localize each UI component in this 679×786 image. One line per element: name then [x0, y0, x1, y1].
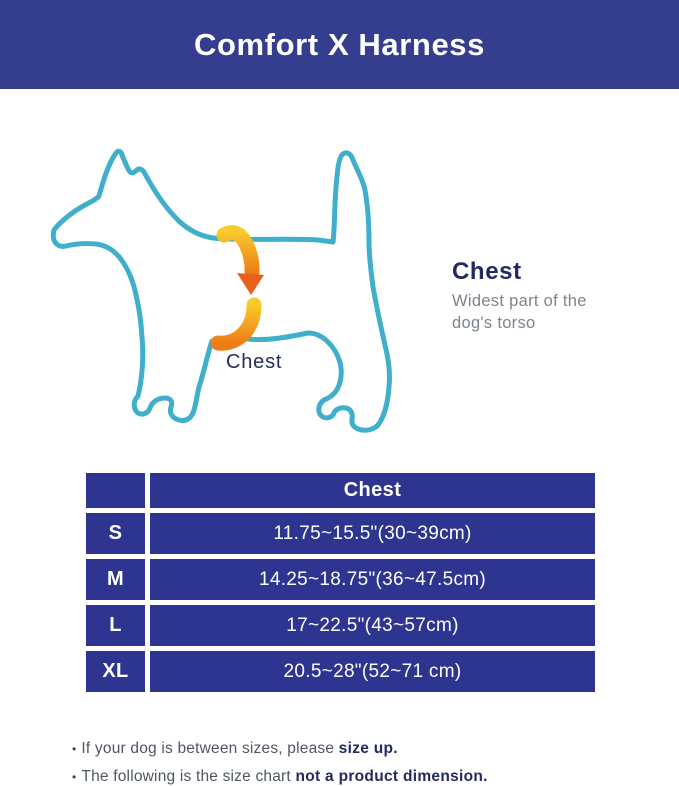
table-chest-value-s: 11.75~15.5"(30~39cm): [150, 513, 595, 554]
dog-outline: [53, 151, 389, 430]
page-title: Comfort X Harness: [194, 26, 485, 62]
diagram-chest-label: Chest: [226, 351, 283, 373]
table-size-cell-xl: XL: [86, 651, 145, 692]
table-size-cell-s: S: [86, 513, 145, 554]
bullet-icon: •: [72, 742, 77, 756]
footnote-not-product-dimension: [72, 768, 488, 786]
footnote-text: If your dog is between sizes, please: [81, 740, 339, 757]
table-chest-value-xl: 20.5~28"(52~71 cm): [150, 651, 595, 692]
footnote-bold-text: size up.: [338, 740, 398, 757]
table-header-chest: Chest: [150, 473, 595, 508]
footnote-text: The following is the size chart: [81, 768, 296, 785]
callout-description: [452, 290, 632, 334]
callout-description-line1: Widest part of the: [452, 292, 587, 310]
footnote-size-up: [72, 740, 488, 758]
table-chest-value-l: 17~22.5"(43~57cm): [150, 605, 595, 646]
footnotes: [72, 740, 488, 786]
table-corner-cell: [86, 473, 145, 508]
header-bar: [0, 0, 679, 89]
callout-title: Chest: [452, 258, 522, 285]
size-table: [86, 473, 595, 692]
table-size-cell-l: L: [86, 605, 145, 646]
dog-outline-illustration: [38, 132, 428, 462]
bullet-icon: •: [72, 770, 77, 784]
table-size-cell-m: M: [86, 559, 145, 600]
callout-description-line2: dog's torso: [452, 314, 536, 332]
footnote-bold-text: not a product dimension.: [295, 768, 488, 785]
table-chest-value-m: 14.25~18.75"(36~47.5cm): [150, 559, 595, 600]
